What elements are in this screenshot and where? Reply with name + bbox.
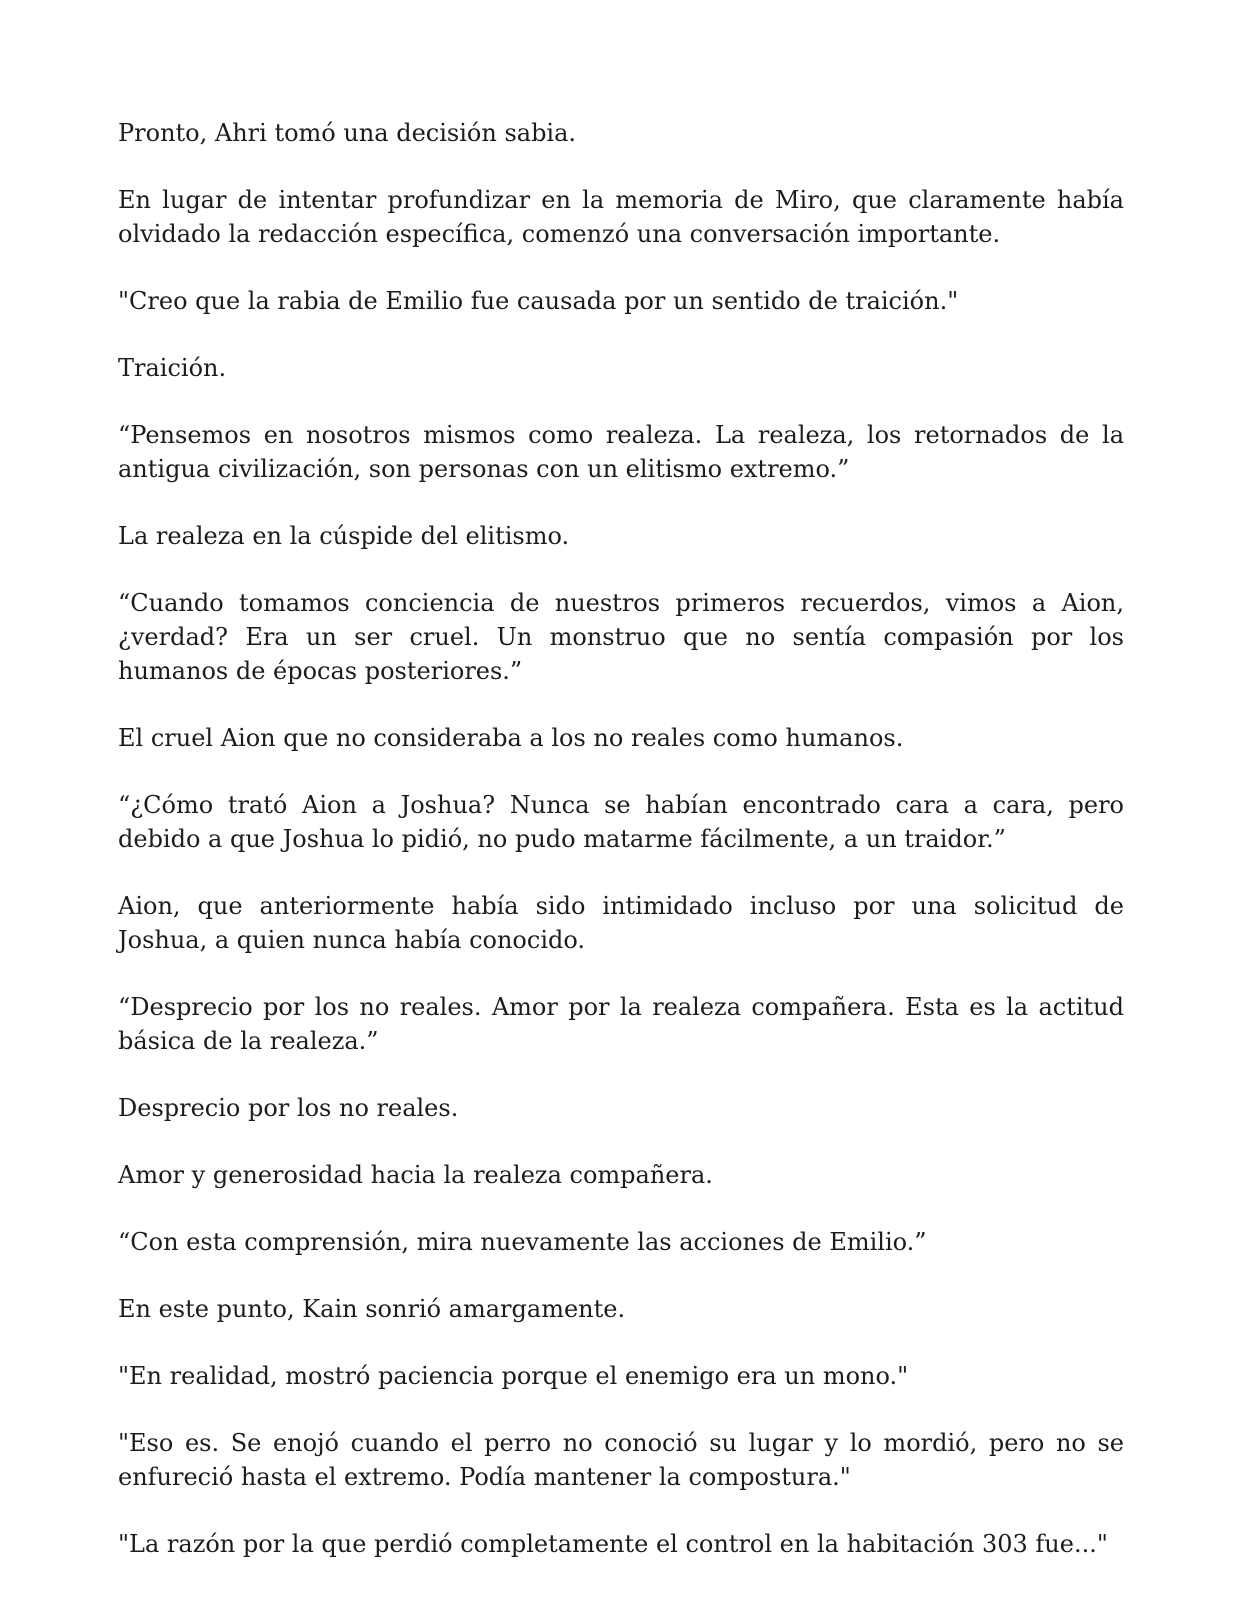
paragraph: “Con esta comprensión, mira nuevamente las acciones de Emilio.” xyxy=(118,1228,927,1256)
paragraph: Desprecio por los no reales. xyxy=(118,1094,459,1122)
paragraph: "La razón por la que perdió completamente el control en la habitación 303 fue..." xyxy=(118,1530,1108,1558)
paragraph: "Creo que la rabia de Emilio fue causada por un sentido de traición." xyxy=(118,287,959,315)
paragraph: La realeza en la cúspide del elitismo. xyxy=(118,522,570,550)
paragraph: En este punto, Kain sonrió amargamente. xyxy=(118,1295,626,1323)
paragraph: En lugar de intentar profundizar en la memoria de Miro, que claramente había olvidado la redacción específica, comenzó una conversación importante. xyxy=(118,186,1124,248)
paragraph: "Eso es. Se enojó cuando el perro no conoció su lugar y lo mordió, pero no se enfureció hasta el extremo. Podía mantener la compostura." xyxy=(118,1429,1124,1491)
paragraph: “Pensemos en nosotros mismos como realeza. La realeza, los retornados de la antigua civilización, son personas con un elitismo extremo.” xyxy=(118,421,1124,483)
paragraph: "En realidad, mostró paciencia porque el enemigo era un mono." xyxy=(118,1362,909,1390)
paragraph: Pronto, Ahri tomó una decisión sabia. xyxy=(118,119,577,147)
paragraph: Amor y generosidad hacia la realeza compañera. xyxy=(118,1161,713,1189)
paragraph: “Desprecio por los no reales. Amor por la realeza compañera. Esta es la actitud básica de la realeza.” xyxy=(118,993,1124,1055)
paragraph: El cruel Aion que no consideraba a los no reales como humanos. xyxy=(118,724,904,752)
paragraph: “¿Cómo trató Aion a Joshua? Nunca se habían encontrado cara a cara, pero debido a que Joshua lo pidió, no pudo matarme fácilmente, a un traidor.” xyxy=(118,791,1124,853)
paragraph: Aion, que anteriormente había sido intimidado incluso por una solicitud de Joshua, a quien nunca había conocido. xyxy=(118,892,1124,954)
paragraph: “Cuando tomamos conciencia de nuestros primeros recuerdos, vimos a Aion, ¿verdad? Era un ser cruel. Un monstruo que no sentía compasión por los humanos de épocas posteriores.” xyxy=(118,589,1124,685)
paragraph: Traición. xyxy=(118,354,227,382)
document-body xyxy=(118,116,1124,1594)
